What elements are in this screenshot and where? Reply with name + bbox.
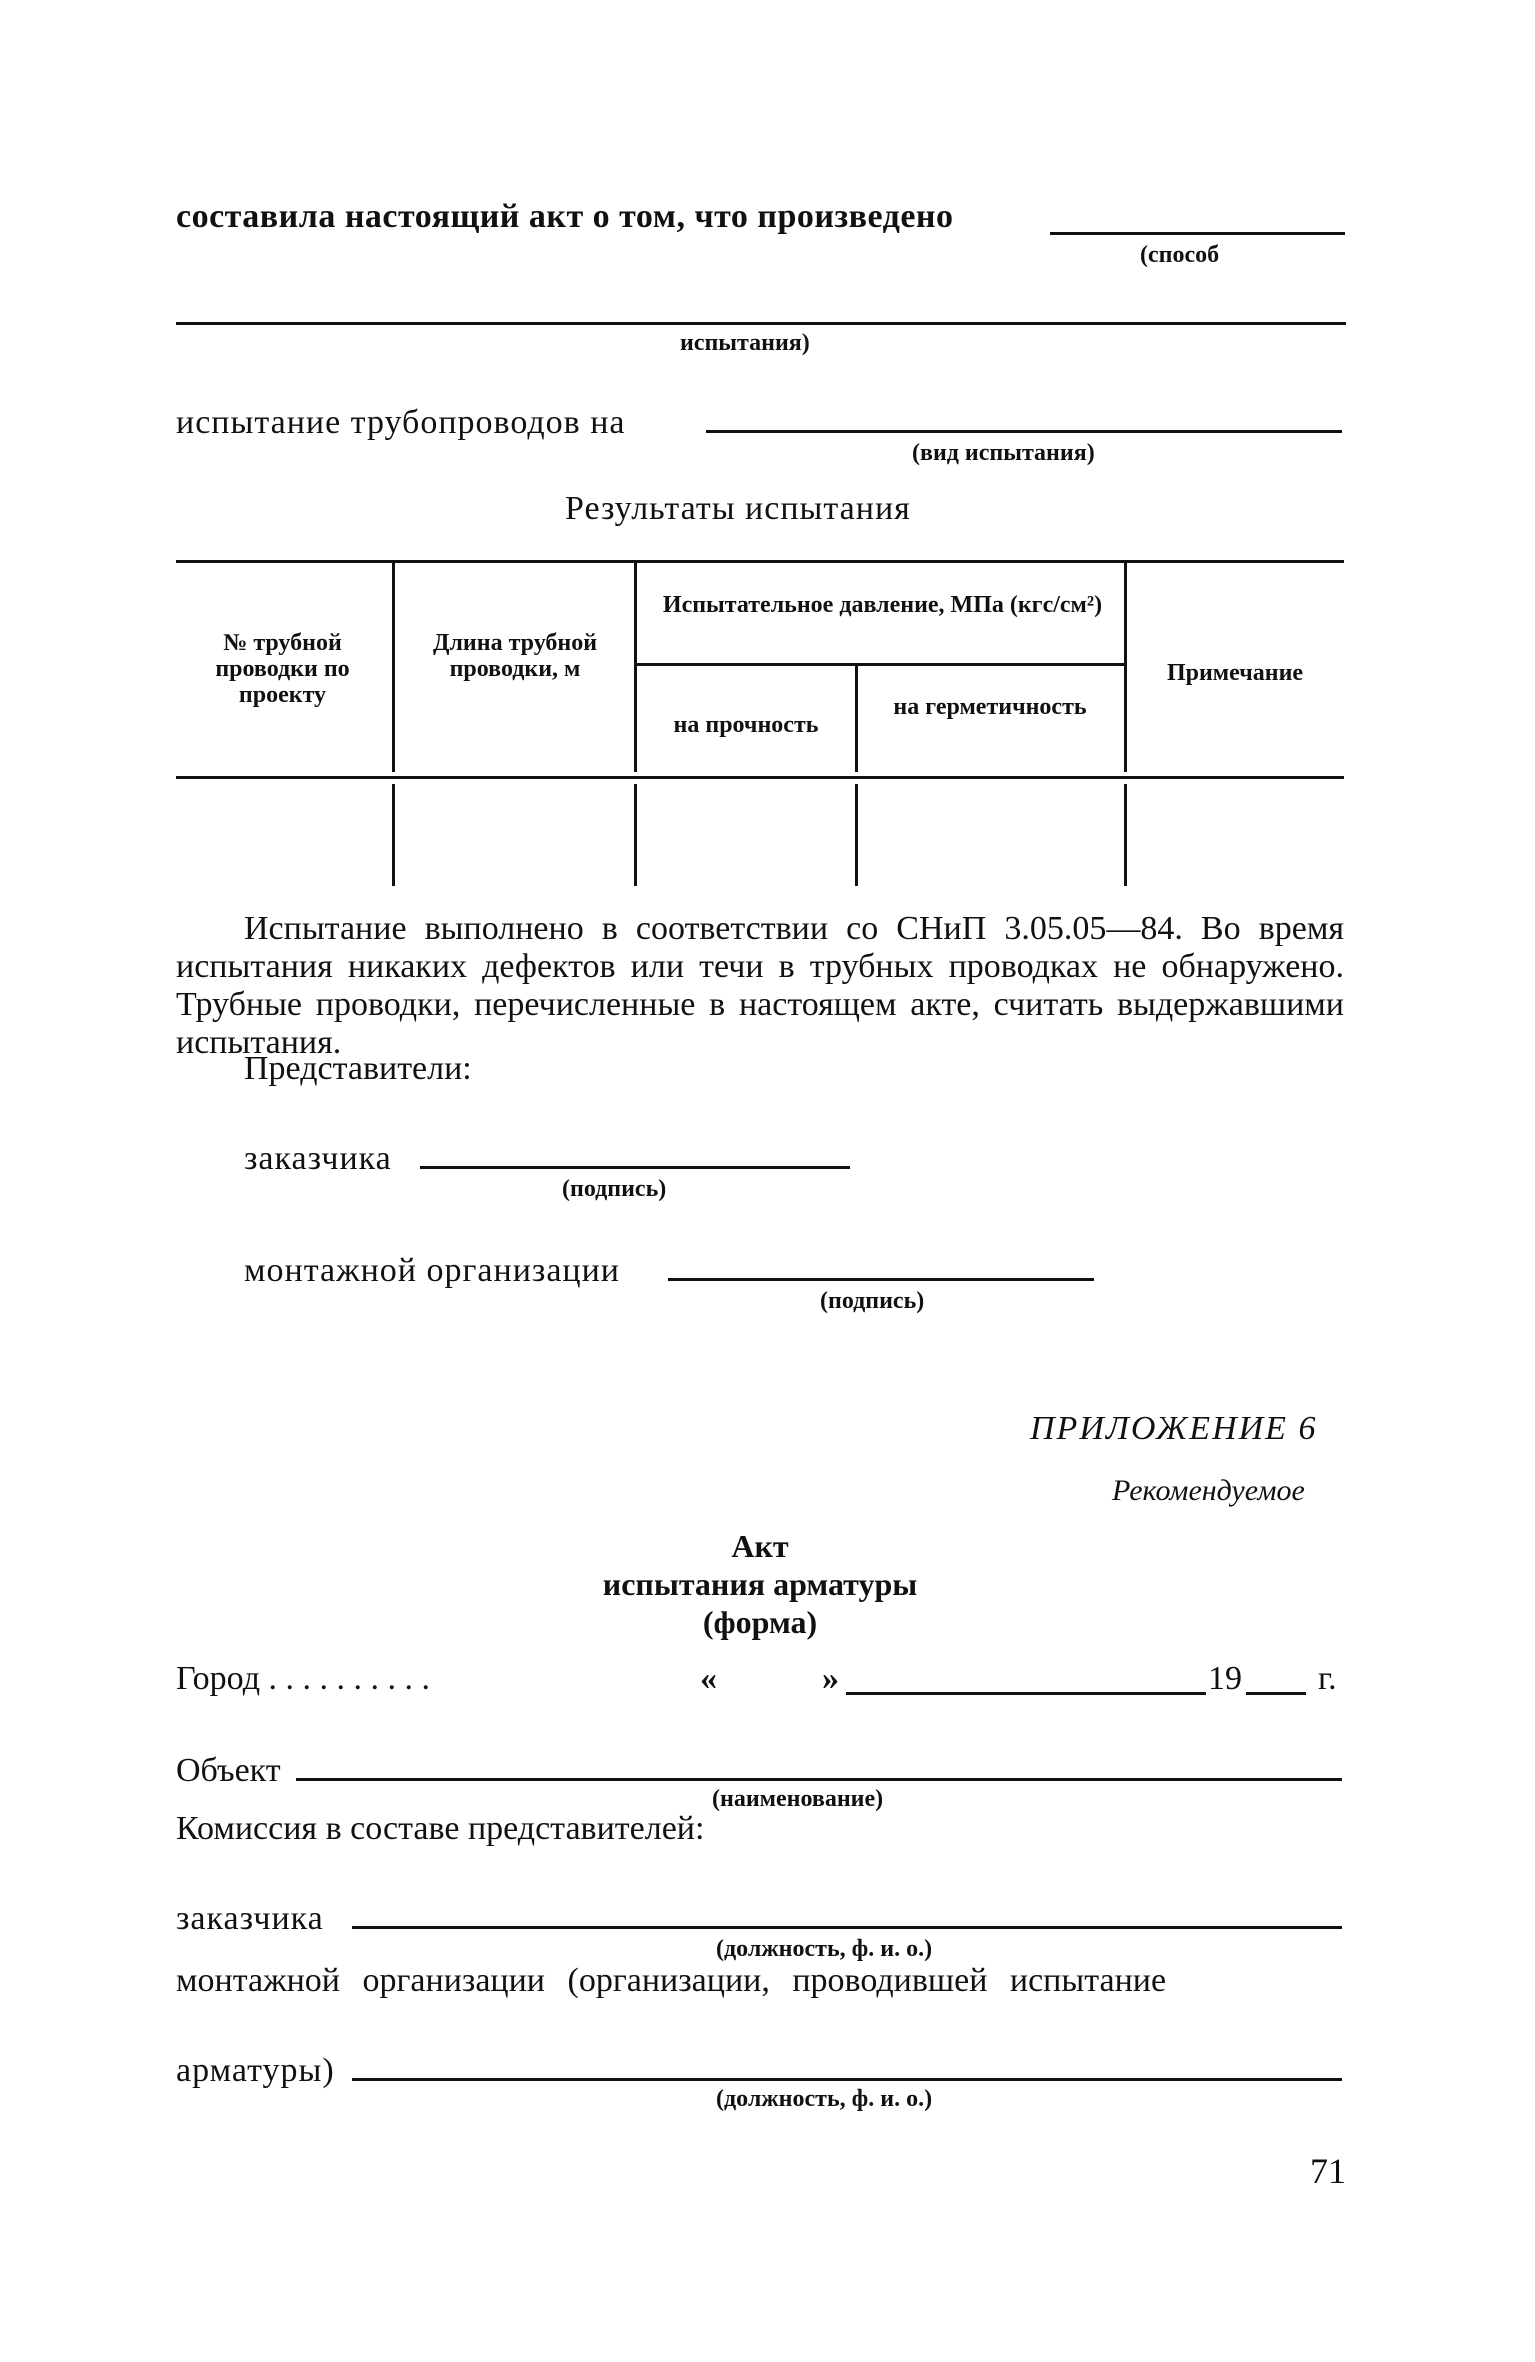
- armatury-position-line: [352, 2078, 1342, 2081]
- header-tube-number: № трубной проводки по проекту: [215, 630, 350, 708]
- header-pressure-group: Испытательное давление, МПа (кгс/см²): [662, 592, 1103, 618]
- label-name: (наименование): [712, 1786, 884, 1812]
- installer-2-label: монтажной организации (организации, проводившей испытание: [176, 1962, 1167, 1999]
- object-line: [296, 1778, 1342, 1781]
- act-title-3: (форма): [702, 1604, 818, 1640]
- table-vrule-4: [1124, 562, 1127, 772]
- label-sposob: (способ: [1140, 242, 1220, 268]
- customer-2-label: заказчика: [176, 1900, 324, 1937]
- table-body-vrule-3: [855, 784, 858, 886]
- quote-close: »: [822, 1660, 839, 1697]
- results-title: Результаты испытания: [565, 490, 911, 527]
- commission-label: Комиссия в составе представителей:: [176, 1810, 705, 1847]
- fill-line-method-2: [176, 322, 1346, 325]
- table-vrule-3: [855, 665, 858, 772]
- city-label: Город . . . . . . . . . .: [176, 1660, 430, 1697]
- label-vid: (вид испытания): [912, 440, 1095, 466]
- table-group-rule: [634, 663, 1124, 666]
- table-body-vrule-4: [1124, 784, 1127, 886]
- representatives-label: Представители:: [244, 1050, 472, 1087]
- year-line: [1246, 1692, 1306, 1695]
- installer-signature-line: [668, 1278, 1094, 1281]
- signature-label-2: (подпись): [820, 1288, 925, 1314]
- table-top-rule: [176, 560, 1344, 563]
- installer-label: монтажной организации: [244, 1252, 620, 1289]
- year-suffix: г.: [1318, 1660, 1337, 1697]
- armatury-label: арматуры): [176, 2052, 335, 2089]
- page-number: 71: [1310, 2151, 1346, 2191]
- fill-line-test-type: [706, 430, 1342, 433]
- date-line: [846, 1692, 1206, 1695]
- header-strength: на прочность: [673, 712, 819, 738]
- act-title-2: испытания арматуры: [602, 1566, 918, 1602]
- year-prefix: 19: [1208, 1660, 1242, 1697]
- compliance-paragraph: Испытание выполнено в соответствии со СНиП 3.05.05—84. Во время испытания никаких дефектов или течи в трубных проводках не обнаружено. Трубные проводки, перечисленные в настоящем акте, считать выдержавшими испытания.: [176, 910, 1344, 1061]
- appendix-recommended: Рекомендуемое: [1112, 1474, 1305, 1507]
- fill-line-method: [1050, 232, 1345, 235]
- line-sostavila: составила настоящий акт о том, что произведено: [176, 198, 954, 235]
- object-label: Объект: [176, 1752, 281, 1789]
- quote-open: «: [700, 1660, 717, 1697]
- line-ispytanie: испытание трубопроводов на: [176, 404, 626, 441]
- table-body-vrule-2: [634, 784, 637, 886]
- customer-signature-line: [420, 1166, 850, 1169]
- label-position-2: (должность, ф. и. о.): [716, 2086, 933, 2112]
- act-title-1: Акт: [731, 1528, 789, 1564]
- signature-label-1: (подпись): [562, 1176, 667, 1202]
- header-tightness: на герметичность: [893, 694, 1087, 720]
- table-vrule-2: [634, 562, 637, 772]
- header-tube-length: Длина трубной проводки, м: [432, 630, 598, 682]
- label-ispytaniya: испытания): [680, 330, 810, 356]
- table-header-bottom-rule: [176, 776, 1344, 779]
- customer-label: заказчика: [244, 1140, 392, 1177]
- customer-position-line: [352, 1926, 1342, 1929]
- header-note: Примечание: [1166, 660, 1304, 686]
- table-vrule-1: [392, 562, 395, 772]
- appendix-title: ПРИЛОЖЕНИЕ 6: [1030, 1410, 1318, 1447]
- table-body-vrule-1: [392, 784, 395, 886]
- label-position-1: (должность, ф. и. о.): [716, 1936, 933, 1962]
